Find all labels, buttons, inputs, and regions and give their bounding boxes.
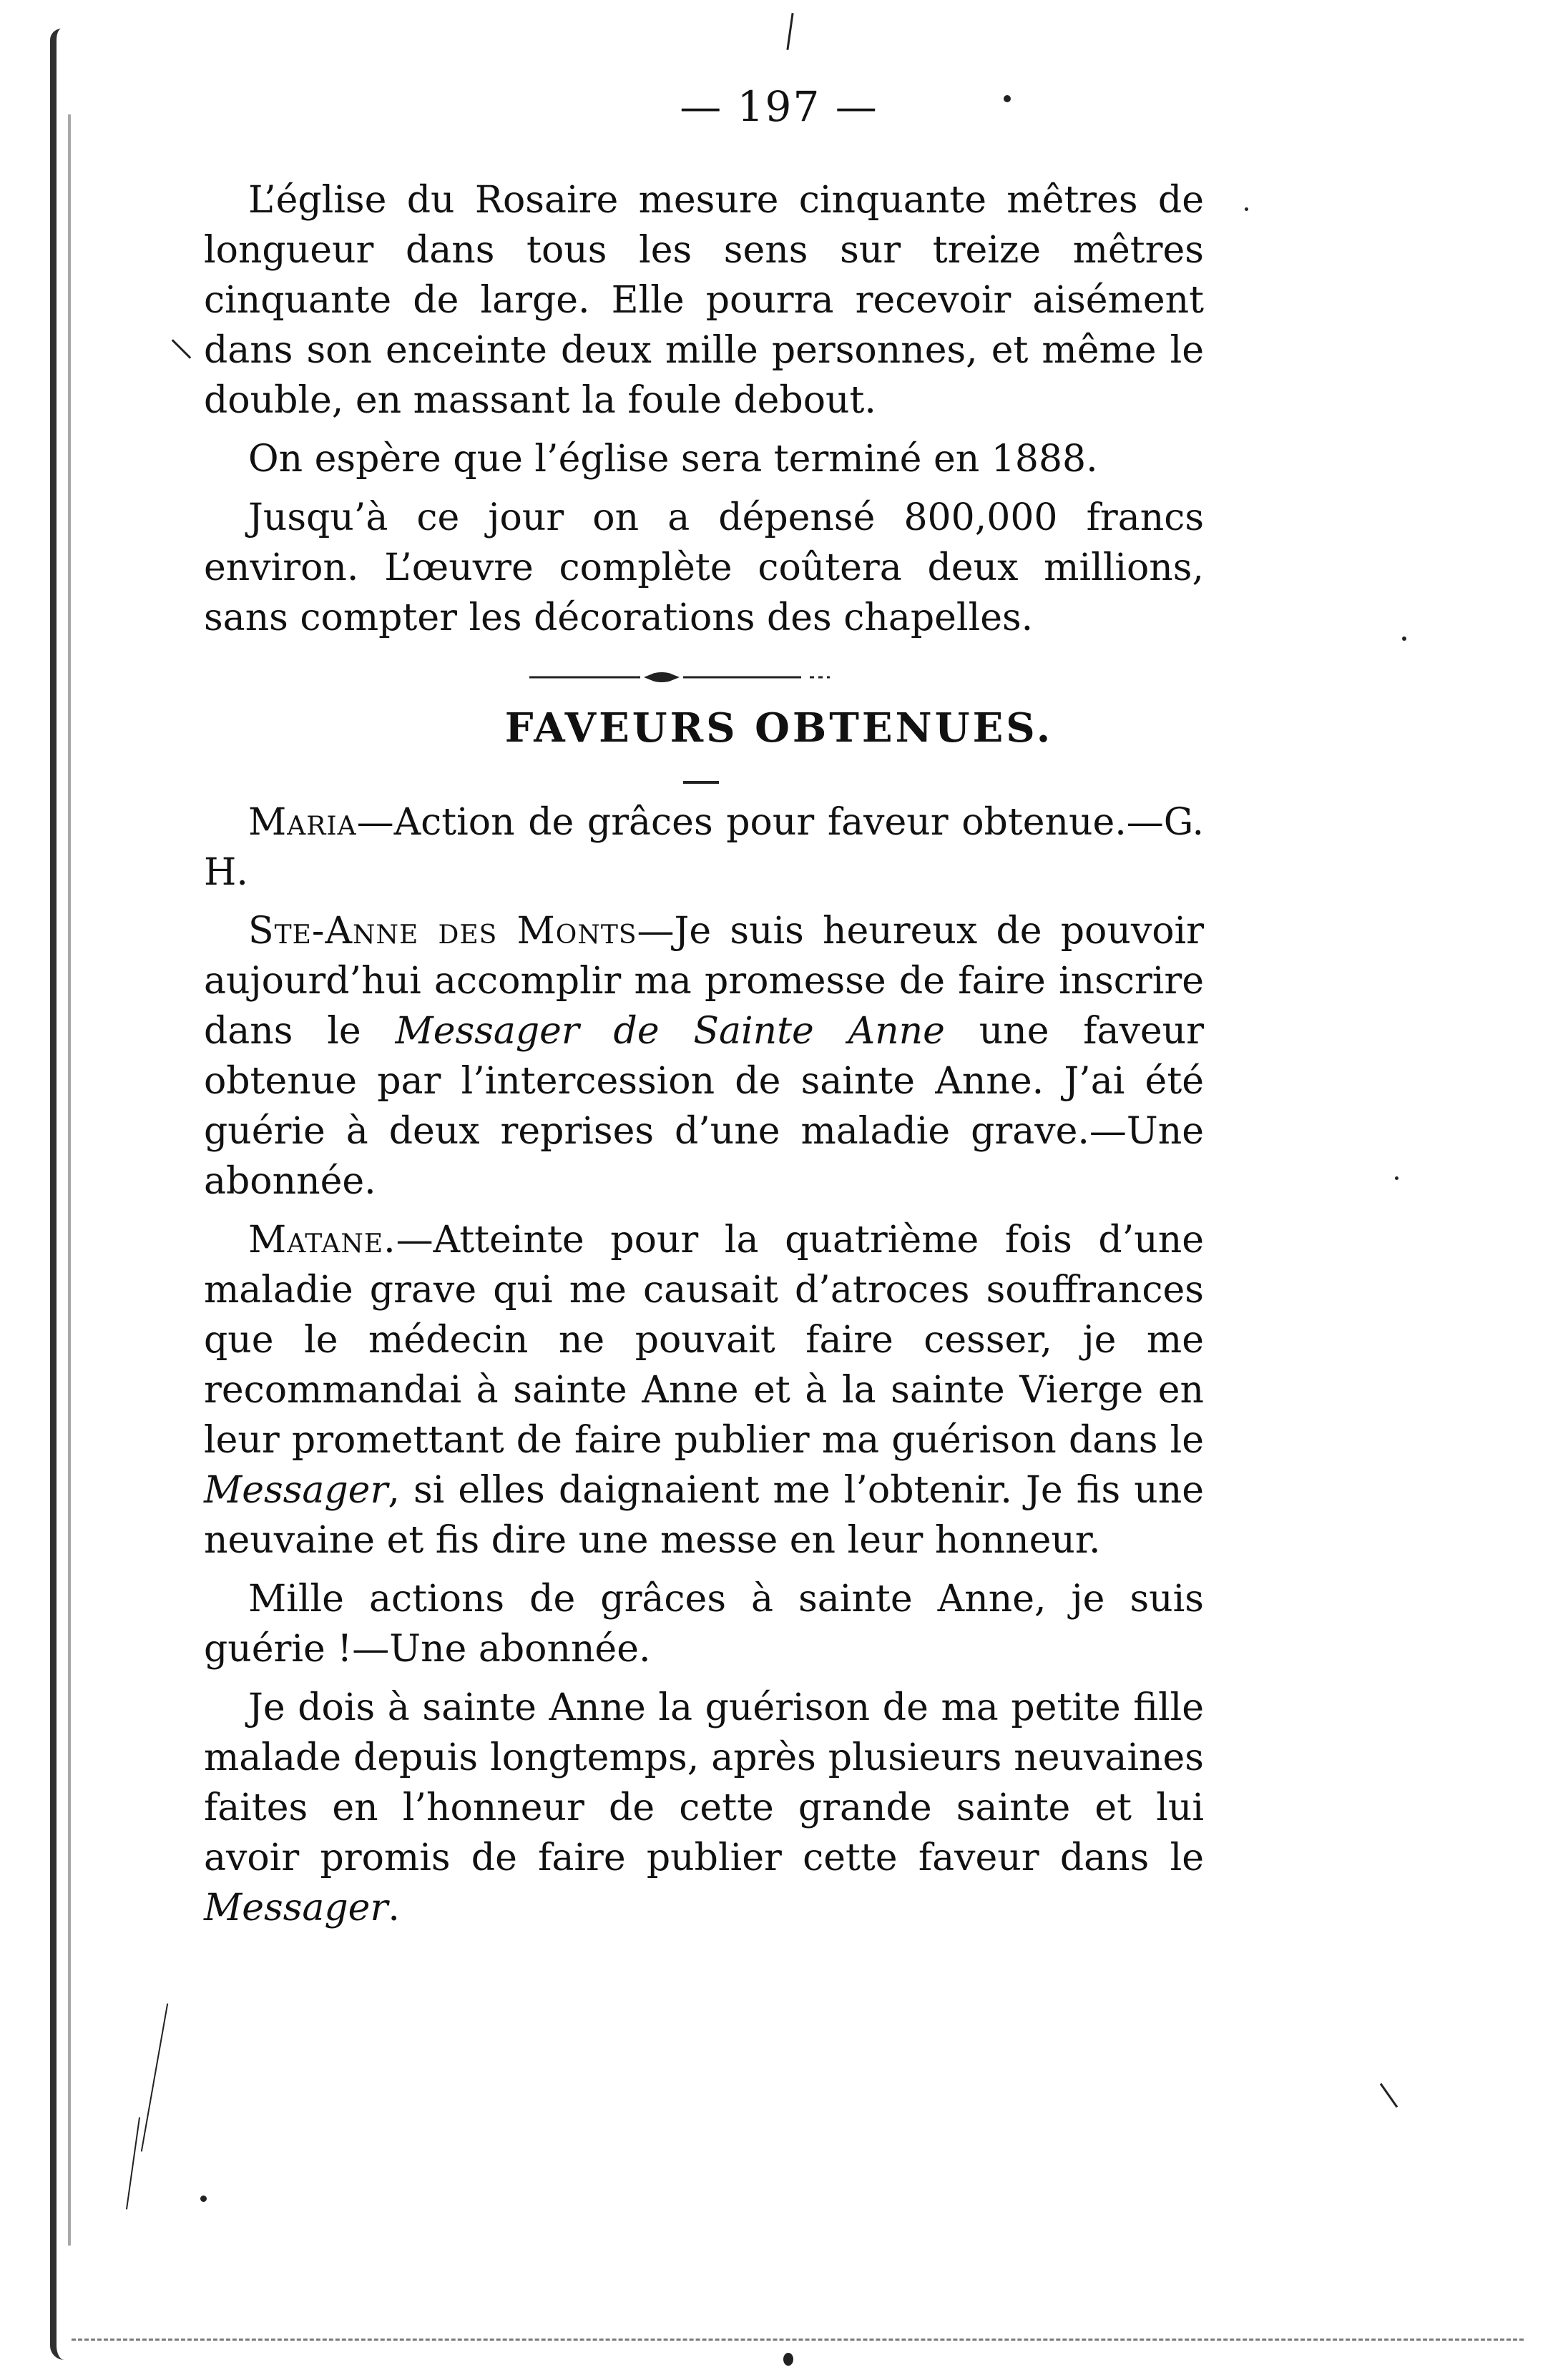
entry-text: Je dois à sainte Anne la guérison de ma petite fille malade depuis longtemps, après plusieurs neuvaines faites en l’honneur de cette grande sainte et lui avoir promis de faire publier cette faveur dans le: [204, 1686, 1204, 1879]
publication-title: Messager: [204, 1469, 388, 1512]
scan-speck: [1402, 636, 1406, 641]
scan-mark: [786, 13, 793, 50]
scan-mark: [141, 2003, 168, 2151]
entry-maria: [204, 797, 1204, 898]
church-description: [204, 175, 1204, 651]
scan-mark: [172, 339, 192, 359]
favours-list: [204, 797, 1204, 1942]
entry-text: , si elles daignaient me l’obtenir. Je fis une neuvaine et fis dire une messe en leur honneur.: [204, 1469, 1204, 1562]
page-number: — 197 —: [680, 82, 878, 131]
scan-speck: [783, 2353, 793, 2366]
entry-text: une faveur obtenue par l’intercession de sainte Anne. J’ai été guérie à deux reprises d’une maladie grave.—Une abonnée.: [204, 1010, 1204, 1203]
paragraph: L’église du Rosaire mesure cinquante mêtres de longueur dans tous les sens sur treize mêtres cinquante de large. Elle pourra recevoir aisément dans son enceinte deux mille personnes, et même le double, en massant la foule debout.: [204, 179, 1204, 422]
section-title: FAVEURS OBTENUES.: [504, 704, 1054, 752]
binding-edge: [50, 29, 85, 2360]
entry-matane: [204, 1215, 1204, 1565]
paragraph: Jusqu’à ce jour on a dépensé 800,000 francs environ. L’œuvre complète coûtera deux millions, sans compter les décorations des chapelles.: [204, 496, 1204, 639]
entry-text: .: [388, 1887, 400, 1929]
scan-speck: [200, 2195, 207, 2202]
scan-speck: [1395, 1176, 1398, 1180]
entry-text: —Action de grâces pour faveur obtenue.—G. H.: [204, 801, 1204, 894]
bottom-dashed-edge: [72, 2339, 1524, 2341]
scan-speck: [1245, 207, 1248, 211]
entry-thanks: Mille actions de grâces à sainte Anne, je suis guérie !—Une abonnée.: [204, 1578, 1204, 1671]
title-rule: [683, 781, 719, 784]
scan-mark: [126, 2117, 140, 2209]
scan-mark: [1380, 2083, 1398, 2108]
entry-place: Matane.: [248, 1219, 396, 1262]
ornamental-rule: [529, 669, 858, 686]
entry-text: —Atteinte pour la quatrième fois d’une maladie grave qui me causait d’atroces souffrances que le médecin ne pouvait faire cesser, je me recommandai à sainte Anne et à la sainte Vierge en leur promettant de faire publier ma guérison dans le: [204, 1219, 1204, 1462]
entry-place: Maria: [248, 801, 357, 844]
paragraph: On espère que l’église sera terminé en 1888.: [248, 438, 1098, 481]
entry-place: Ste-Anne des Monts: [248, 910, 637, 953]
entry-text: —Je suis heureux de pouvoir aujourd’hui accomplir ma promesse de faire inscrire dans le: [204, 910, 1204, 1053]
entry-ste-anne: [204, 906, 1204, 1206]
entry-little-girl: [204, 1683, 1204, 1933]
publication-title: Messager de Sainte Anne: [395, 1010, 945, 1053]
publication-title: Messager: [204, 1887, 388, 1929]
